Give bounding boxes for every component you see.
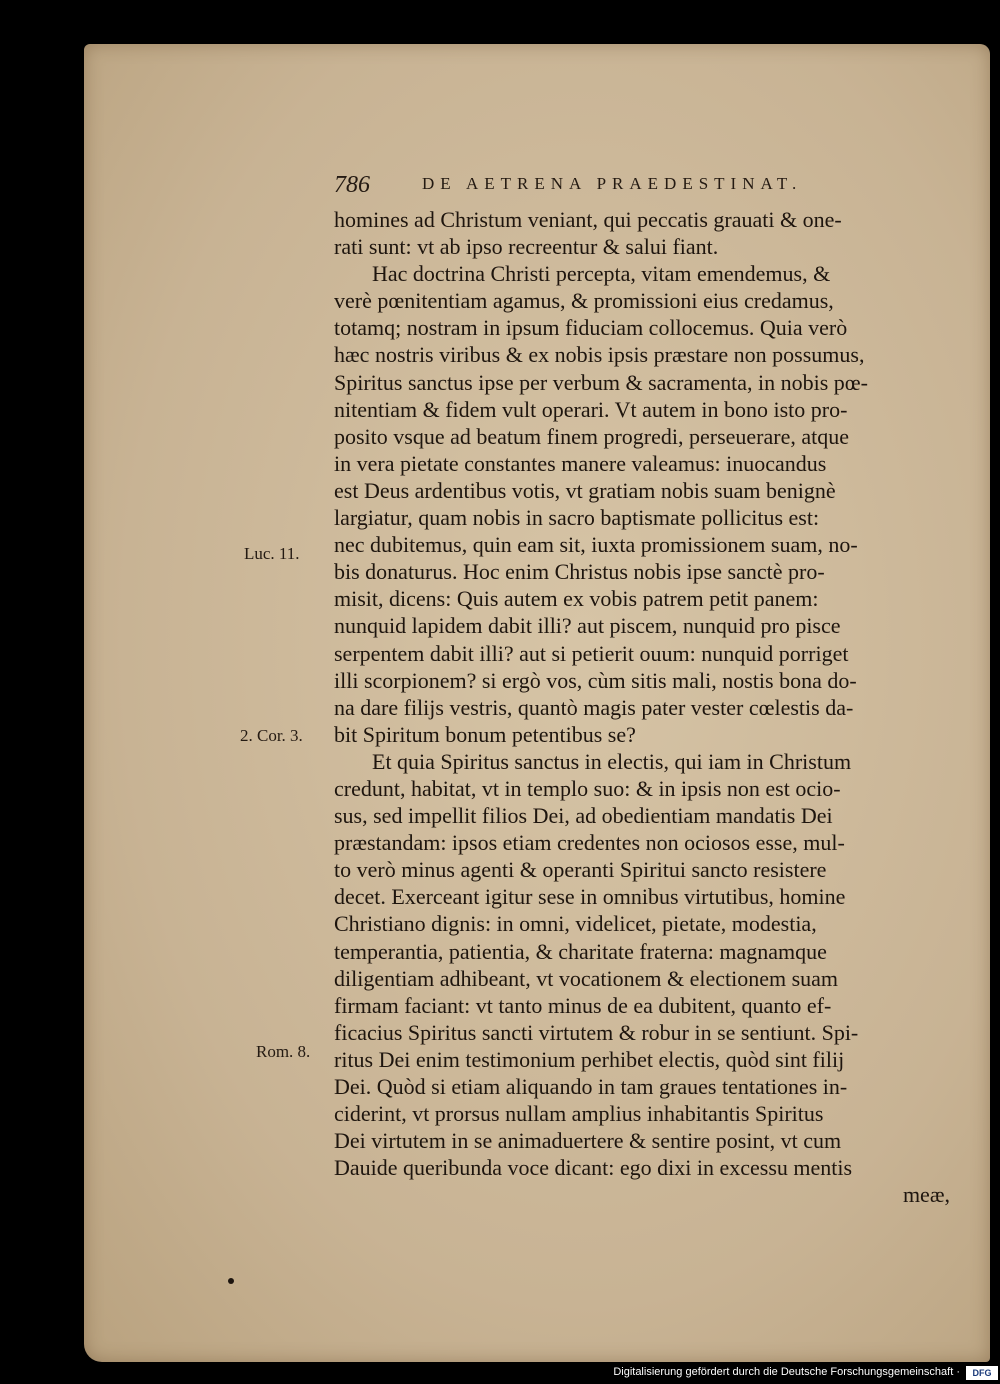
text-line: illi scorpionem? si ergò vos, cùm sitis mali, nostis bona do- [334, 667, 857, 693]
text-line: nitentiam & fidem vult operari. Vt autem in bono isto pro- [334, 396, 848, 422]
text-line: na dare filijs vestris, quantò magis pater vester cœlestis da- [334, 694, 854, 720]
text-line: rati sunt: vt ab ipso recreentur & salui fiant. [334, 234, 719, 260]
margin-note: 2. Cor. 3. [240, 726, 303, 745]
text-line: Et quia Spiritus sanctus in electis, qui iam in Christum [372, 748, 852, 774]
text-line: credunt, habitat, vt in templo suo: & in ipsis non est ocio- [334, 775, 841, 801]
text-line: est Deus ardentibus votis, vt gratiam nobis suam benignè [334, 477, 836, 503]
text-line: Spiritus sanctus ipse per verbum & sacramenta, in nobis pœ- [334, 369, 869, 395]
text-line: serpentem dabit illi? aut si petierit ouum: nunquid porriget [334, 640, 849, 666]
text-line: Hac doctrina Christi percepta, vitam emendemus, & [372, 261, 831, 287]
text-line: verè pœnitentiam agamus, & promissioni eius credamus, [334, 288, 834, 314]
running-title: DE AETRENA PRAEDESTINAT. [422, 174, 803, 193]
text-line: nunquid lapidem dabit illi? aut piscem, nunquid pro pisce [334, 613, 841, 639]
text-line: misit, dicens: Quis autem ex vobis patrem petit panem: [334, 586, 819, 612]
text-line: ciderint, vt prorsus nullam amplius inhabitantis Spiritus [334, 1101, 824, 1127]
text-line: Dauide queribunda voce dicant: ego dixi in excessu mentis [334, 1155, 853, 1181]
text-line: posito vsque ad beatum finem progredi, perseuerare, atque [334, 423, 849, 449]
text-line: hæc nostris viribus & ex nobis ipsis præstare non possumus, [334, 342, 865, 368]
text-line: homines ad Christum veniant, qui peccatis grauati & one- [334, 207, 842, 232]
funding-credit: Digitalisierung gefördert durch die Deutsche Forschungsgemeinschaft · [613, 1366, 960, 1378]
footer-bar [608, 1366, 1000, 1380]
text-line: Dei virtutem in se animaduertere & sentire posint, vt cum [334, 1128, 842, 1154]
margin-note: Luc. 11. [244, 544, 300, 563]
text-line: largiatur, quam nobis in sacro baptismate pollicitus est: [334, 505, 820, 531]
text-line: Christiano dignis: in omni, videlicet, pietate, modestia, [334, 911, 817, 937]
text-line: to verò minus agenti & operanti Spiritui sancto resistere [334, 857, 827, 883]
catchword: meæ, [902, 1182, 950, 1208]
page-header [330, 172, 950, 202]
dfg-logo-icon: DFG [966, 1366, 998, 1380]
page-number: 786 [334, 172, 370, 198]
text-line: bis donaturus. Hoc enim Christus nobis ipse sanctè pro- [334, 559, 825, 585]
text-line: bit Spiritum bonum petentibus se? [334, 721, 636, 747]
text-line: in vera pietate constantes manere valeamus: inuocandus [334, 450, 827, 476]
text-line: Dei. Quòd si etiam aliquando in tam graues tentationes in- [334, 1074, 848, 1099]
text-line: nec dubitemus, quin eam sit, iuxta promissionem suam, no- [334, 532, 858, 558]
margin-note: Rom. 8. [256, 1042, 311, 1061]
text-line: sus, sed impellit filios Dei, ad obedientiam mandatis Dei [334, 803, 833, 829]
ink-dot [228, 1278, 234, 1284]
body-text [334, 206, 950, 1208]
text-line: temperantia, patientia, & charitate fraterna: magnamque [334, 938, 827, 964]
text-line: diligentiam adhibeant, vt vocationem & electionem suam [334, 965, 839, 991]
text-line: ficacius Spiritus sancti virtutem & robur in se sentiunt. Spi- [334, 1019, 859, 1045]
text-line: decet. Exerceant igitur sese in omnibus virtutibus, homine [334, 884, 846, 910]
text-line: firmam faciant: vt tanto minus de ea dubitent, quanto ef- [334, 992, 832, 1018]
text-line: totamq; nostram in ipsum fiduciam collocemus. Quia verò [334, 315, 848, 341]
text-line: ritus Dei enim testimonium perhibet electis, quòd sint filij [334, 1046, 845, 1072]
text-line: præstandam: ipsos etiam credentes non ociosos esse, mul- [334, 830, 845, 856]
